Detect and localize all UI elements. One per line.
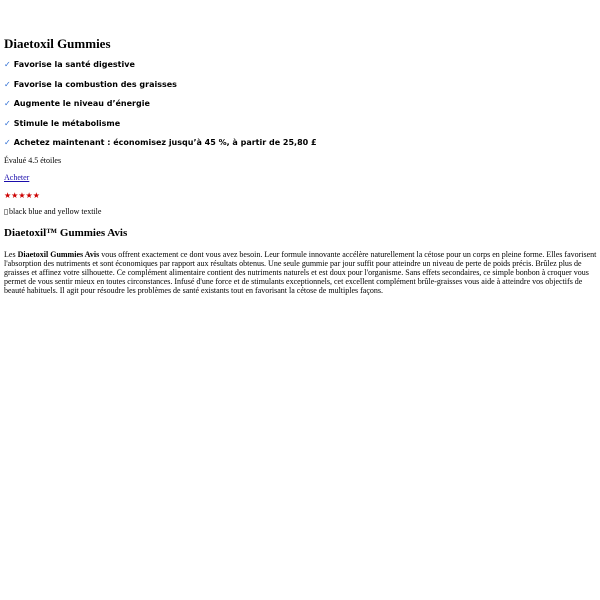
- benefit-item: [4, 80, 177, 90]
- benefit-label: Favorise la combustion des graisses: [13, 80, 177, 89]
- benefit-item: [4, 119, 120, 129]
- image-alt-text: black blue and yellow textile: [9, 207, 102, 216]
- benefit-item: [4, 99, 150, 109]
- star-rating-icon: ★★★★★: [4, 191, 40, 200]
- check-icon: ✓: [4, 119, 11, 128]
- benefit-item: [4, 138, 317, 148]
- review-body: vous offrent exactement ce dont vous avez besoin. Leur formule innovante accélère naturellement la cétose pour un corps en pleine forme. Elles favorisent l'absorption des nutriments et sont économiques par rapport aux résultats obtenus. Une seule gummie par jour suffit pour atteindre un niveau de perte de poids précis. Brûlez plus de graisses et affinez votre silhouette. Ce complément alimentaire contient des nutriments naturels et est doux pour l'organisme. Sans effets secondaires, ce simple bonbon à croquer vous permet de vous sentir mieux en toutes circonstances. Infusé d'une force et de stimulants exceptionnels, cet excellent complément brûle-graisses vous aide à atteindre vos objectifs de beauté habituels. Il agit pour résoudre les problèmes de santé existants tout en favorisant la cétose de multiples façons.: [4, 250, 597, 295]
- intro-bold: Diaetoxil Gummies Avis: [17, 250, 100, 259]
- buy-link[interactable]: Acheter: [4, 173, 30, 182]
- benefit-label: Stimule le métabolisme: [13, 119, 121, 128]
- benefit-label: Augmente le niveau d’énergie: [13, 99, 150, 108]
- check-icon: ✓: [4, 60, 11, 69]
- check-icon: ✓: [4, 80, 11, 89]
- broken-image-icon: [4, 209, 8, 215]
- product-image: [4, 207, 101, 216]
- check-icon: ✓: [4, 138, 11, 147]
- intro-prefix: Les: [4, 250, 18, 259]
- benefit-label: Favorise la santé digestive: [13, 60, 135, 69]
- benefit-label: Achetez maintenant : économisez jusqu’à 45 %, à partir de 25,80 £: [13, 138, 317, 147]
- rating-text: Évalué 4.5 étoiles: [4, 156, 62, 165]
- review-title: Diaetoxil™ Gummies Avis: [4, 227, 128, 239]
- review-paragraph: [4, 250, 598, 295]
- check-icon: ✓: [4, 99, 11, 108]
- product-title: Diaetoxil Gummies: [4, 36, 111, 51]
- benefit-item: [4, 60, 135, 70]
